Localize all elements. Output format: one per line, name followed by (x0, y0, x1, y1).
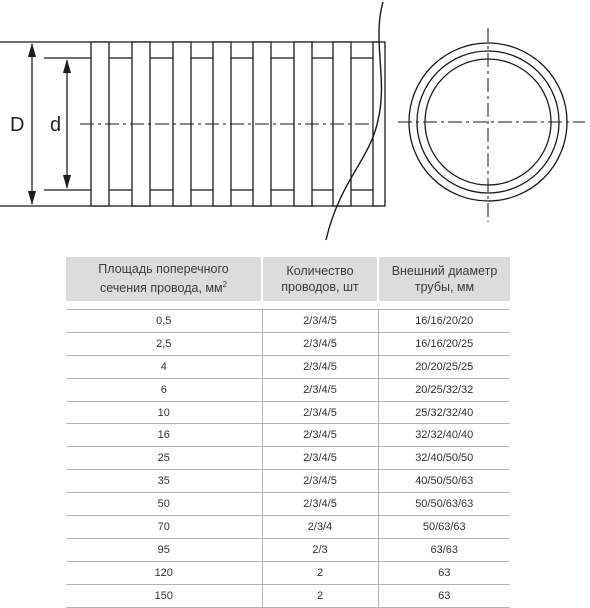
cell-cross-section: 35 (66, 470, 262, 493)
cell-cross-section: 95 (66, 538, 262, 561)
cell-wire-count: 2/3/4/5 (262, 332, 378, 355)
cell-outer-diameter: 20/20/25/25 (378, 355, 510, 378)
outer-arrow-top (28, 43, 36, 57)
cell-cross-section: 25 (66, 447, 262, 470)
table-header-row (66, 257, 510, 301)
cell-cross-section: 120 (66, 561, 262, 584)
inner-arrow-top (63, 59, 71, 73)
cell-wire-count: 2/3/4/5 (262, 447, 378, 470)
inner-arrow-bottom (63, 175, 71, 189)
cell-wire-count: 2/3/4/5 (262, 355, 378, 378)
table-row (66, 378, 510, 401)
table-row (66, 332, 510, 355)
cell-cross-section: 150 (66, 584, 262, 607)
cell-outer-diameter: 16/16/20/25 (378, 332, 510, 355)
cell-outer-diameter: 25/32/32/40 (378, 401, 510, 424)
cell-outer-diameter: 32/32/40/40 (378, 424, 510, 447)
cell-wire-count: 2/3/4/5 (262, 470, 378, 493)
cell-cross-section: 70 (66, 516, 262, 539)
inner-diameter-label: d (50, 114, 62, 136)
cell-outer-diameter: 20/25/32/32 (378, 378, 510, 401)
table-row (66, 401, 510, 424)
cell-outer-diameter: 63 (378, 561, 510, 584)
cell-cross-section: 16 (66, 424, 262, 447)
header-wire-count: Количество проводов, шт (262, 257, 378, 301)
table-row (66, 516, 510, 539)
cell-outer-diameter: 16/16/20/20 (378, 310, 510, 333)
table-row (66, 470, 510, 493)
cell-outer-diameter: 32/40/50/50 (378, 447, 510, 470)
cell-cross-section: 2,5 (66, 332, 262, 355)
cell-cross-section: 0,5 (66, 310, 262, 333)
table-row (66, 493, 510, 516)
cell-cross-section: 50 (66, 493, 262, 516)
table-row (66, 538, 510, 561)
cell-cross-section: 6 (66, 378, 262, 401)
cell-wire-count: 2/3/4/5 (262, 493, 378, 516)
cell-outer-diameter: 63/63 (378, 538, 510, 561)
pipe-technical-drawing (0, 0, 590, 255)
table-row (66, 310, 510, 333)
table-row (66, 561, 510, 584)
cell-wire-count: 2/3 (262, 538, 378, 561)
cell-outer-diameter: 40/50/50/63 (378, 470, 510, 493)
cell-wire-count: 2 (262, 584, 378, 607)
cell-outer-diameter: 63 (378, 584, 510, 607)
rib (373, 42, 385, 206)
table-row (66, 355, 510, 378)
cell-wire-count: 2 (262, 561, 378, 584)
cell-wire-count: 2/3/4/5 (262, 378, 378, 401)
table-row (66, 447, 510, 470)
header-cross-section: Площадь поперечного сечения провода, $мм^2$ (66, 257, 262, 301)
cell-wire-count: 2/3/4/5 (262, 401, 378, 424)
table-row (66, 424, 510, 447)
cell-cross-section: 4 (66, 355, 262, 378)
cell-wire-count: 2/3/4/5 (262, 424, 378, 447)
cell-wire-count: 2/3/4 (262, 516, 378, 539)
wire-section-table (66, 257, 510, 608)
cell-cross-section: 10 (66, 401, 262, 424)
outer-arrow-bottom (28, 191, 36, 205)
outer-diameter-label: D (10, 114, 25, 136)
cell-outer-diameter: 50/50/63/63 (378, 493, 510, 516)
cell-wire-count: 2/3/4/5 (262, 310, 378, 333)
cell-outer-diameter: 50/63/63 (378, 516, 510, 539)
header-outer-diameter: Внешний диаметр трубы, мм (378, 257, 510, 301)
